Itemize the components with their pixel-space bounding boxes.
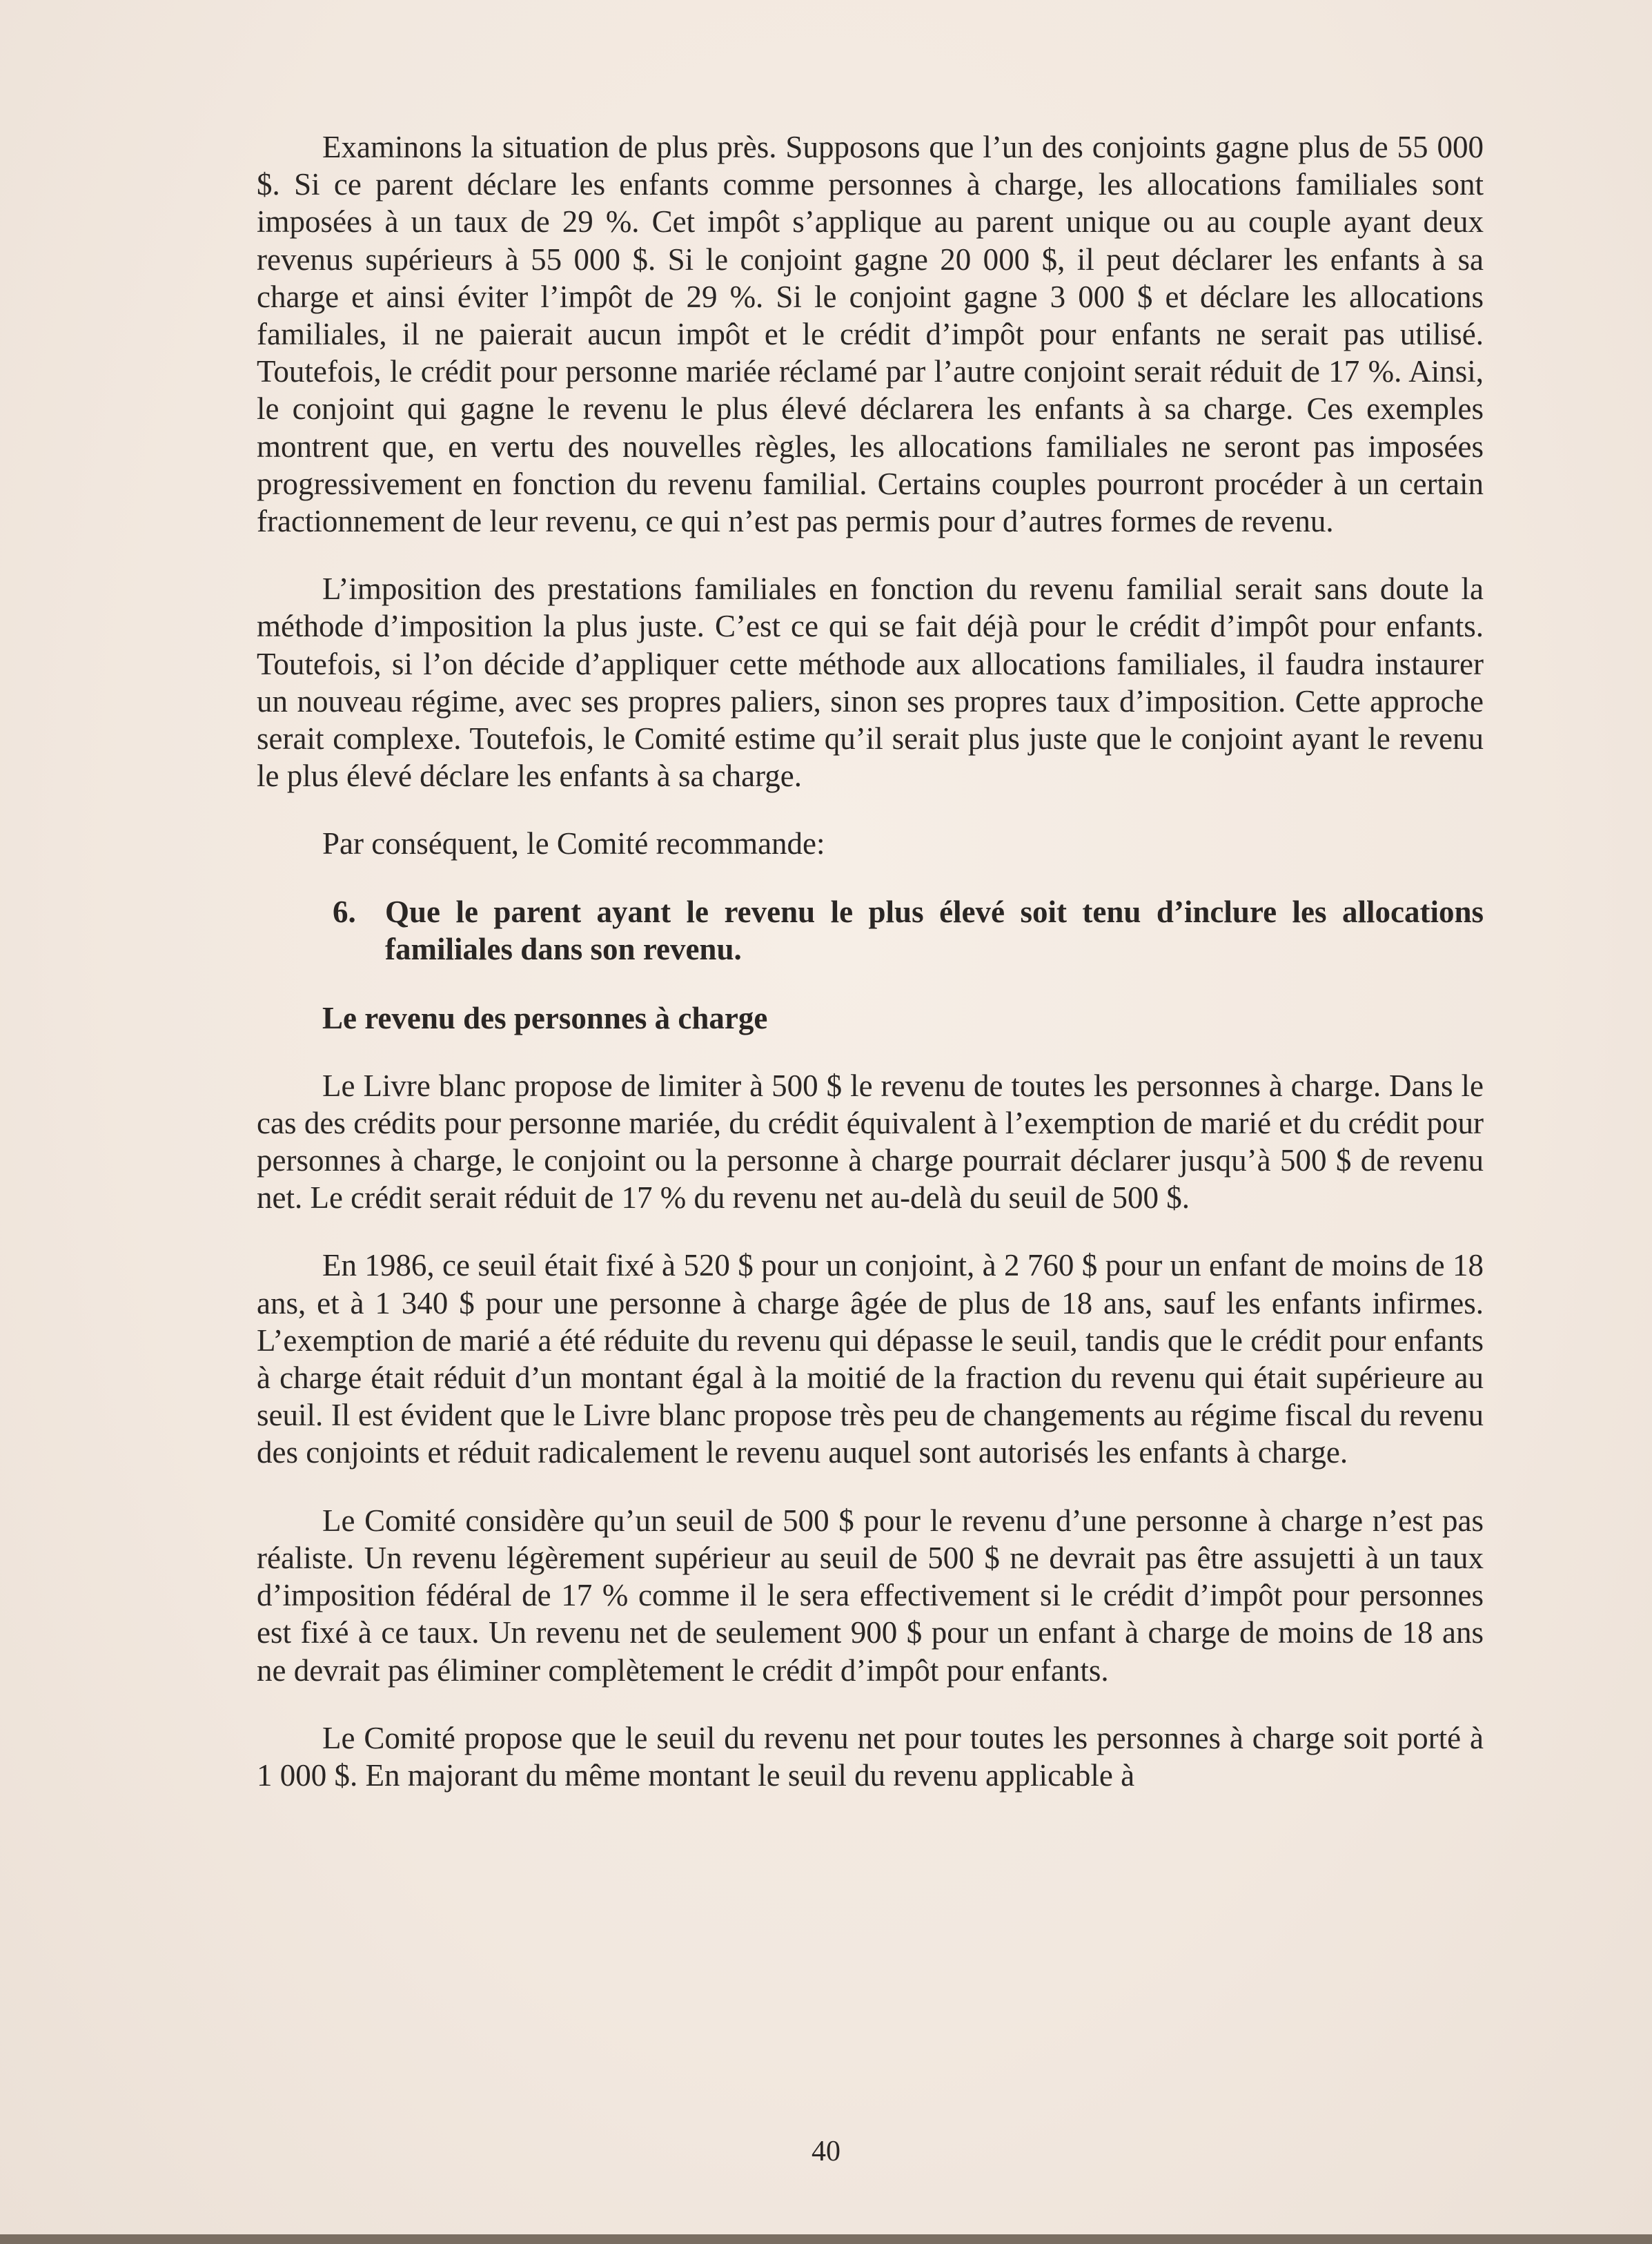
recommendation-6 bbox=[257, 893, 1484, 968]
paragraph-recommande-intro: Par conséquent, le Comité recommande: bbox=[322, 826, 825, 861]
paragraph-livre-blanc: Le Livre blanc propose de limiter à 500 $ le revenu de toutes les personnes à charge. Dans le cas des crédits pour personne mariée, du crédit équivalent à l’exemption de marié et du crédit pour personnes à charge, le conjoint ou la personne à charge pourrait déclarer jusqu’à 500 $ de revenu net. Le crédit serait réduit de 17 % du revenu net au-delà du seuil de 500 $. bbox=[257, 1068, 1484, 1216]
paragraph-comite-considere: Le Comité considère qu’un seuil de 500 $ pour le revenu d’une personne à charge n’est pas réaliste. Un revenu légèrement supérieur au seuil de 500 $ ne devrait pas être assujetti à un taux d’imposition fédéral de 17 % comme il le sera effectivement si le crédit d’impôt pour personnes est fixé à ce taux. Un revenu net de seulement 900 $ pour un enfant à charge de moins de 18 ans ne devrait pas éliminer complètement le crédit d’impôt pour enfants. bbox=[257, 1503, 1484, 1688]
recommendation-text: Que le parent ayant le revenu le plus élevé soit tenu d’inclure les allocations familiales dans son revenu. bbox=[385, 894, 1484, 966]
recommendation-number: 6. bbox=[333, 894, 356, 929]
section-heading: Le revenu des personnes à charge bbox=[322, 1000, 768, 1035]
paragraph-imposition: L’imposition des prestations familiales en fonction du revenu familial serait sans doute la méthode d’imposition la plus juste. C’est ce qui se fait déjà pour le crédit d’impôt pour enfants. Toutefois, si l’on décide d’appliquer cette méthode aux allocations familiales, il faudra instaurer un nouveau régime, avec ses propres paliers, sinon ses propres taux d’imposition. Cette approche serait complexe. Toutefois, le Comité estime qu’il serait plus juste que le conjoint ayant le revenu le plus élevé déclare les enfants à sa charge. bbox=[257, 572, 1484, 794]
scan-bottom-edge bbox=[0, 2234, 1652, 2244]
paragraph-1986: En 1986, ce seuil était fixé à 520 $ pour un conjoint, à 2 760 $ pour un enfant de moins de 18 ans, et à 1 340 $ pour une personne à charge âgée de plus de 18 ans, sauf les enfants infirmes. L’exemption de marié a été réduite du revenu qui dépasse le seuil, tandis que le crédit pour enfants à charge était réduit d’un montant égal à la moitié de la fraction du revenu qui était supérieure au seuil. Il est évident que le Livre blanc propose très peu de changements au régime fiscal du revenu des conjoints et réduit radicalement le revenu auquel sont autorisés les enfants à charge. bbox=[257, 1248, 1484, 1470]
page-content bbox=[257, 128, 1484, 1824]
paragraph-comite-propose: Le Comité propose que le seuil du revenu net pour toutes les personnes à charge soit porté à 1 000 $. En majorant du même montant le seuil du revenu applicable à bbox=[257, 1720, 1484, 1793]
paragraph-situation: Examinons la situation de plus près. Supposons que l’un des conjoints gagne plus de 55 000 $. Si ce parent déclare les enfants comme personnes à charge, les allocations familiales sont imposées à un taux de 29 %. Cet impôt s’applique au parent unique ou au couple ayant deux revenus supérieurs à 55 000 $. Si le conjoint gagne 20 000 $, il peut déclarer les enfants à sa charge et ainsi éviter l’impôt de 29 %. Si le conjoint gagne 3 000 $ et déclare les allocations familiales, il ne paierait aucun impôt et le crédit d’impôt pour enfants ne serait pas utilisé. Toutefois, le crédit pour personne mariée réclamé par l’autre conjoint serait réduit de 17 %. Ainsi, le conjoint qui gagne le revenu le plus élevé déclarera les enfants à sa charge. Ces exemples montrent que, en vertu des nouvelles règles, les allocations familiales ne seront pas imposées progressivement en fonction du revenu familial. Certains couples pourront procéder à un certain fractionnement de leur revenu, ce qui n’est pas permis pour d’autres formes de revenu. bbox=[257, 130, 1484, 539]
page-number: 40 bbox=[812, 2136, 840, 2167]
